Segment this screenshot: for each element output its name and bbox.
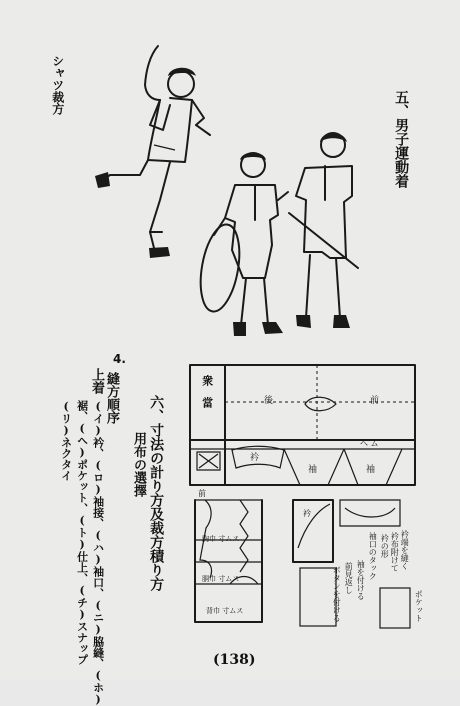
- back-piece-label: 後: [264, 396, 274, 406]
- note-col-2: 衿布附けて: [390, 532, 400, 572]
- collar-pattern-label: 衿: [303, 509, 311, 518]
- cloth-side-label: 衆 當: [200, 375, 214, 408]
- pattern-mark: 前: [198, 489, 206, 498]
- note-col-5: 袖を付ける: [356, 560, 366, 600]
- collar-piece-label: 衿: [250, 453, 260, 463]
- note-col-1: 衿端を縫く: [400, 530, 410, 570]
- sleeve2-label: 袖: [366, 465, 376, 475]
- pattern-note-waist: 胴巾 寸ムス: [202, 575, 240, 583]
- note-col-4: 袖口のタック: [368, 532, 378, 580]
- sewing-steps-line1: (イ)衿、(ロ)袖接、(ハ)袖口、(ニ)脇縫、(ホ): [91, 400, 105, 706]
- note-col-3: 衿の形: [380, 534, 390, 558]
- pattern-note-chest: 胸巾 寸ムス: [202, 535, 240, 543]
- section6-subtitle: 用布の選擇: [130, 432, 146, 497]
- hem-strip-label: ヘ ム: [360, 439, 379, 448]
- note-col-6: 前見返し: [344, 562, 354, 594]
- sewing-steps-line3: (リ)ネクタイ: [59, 400, 73, 481]
- page-number: (138): [213, 652, 256, 668]
- note-col-8: ポケット: [414, 590, 424, 622]
- jacket-label: 上着: [88, 368, 104, 394]
- sewing-steps-line2: 裾、(ヘ)ポケット、(ト)仕上、(チ)スナップ: [75, 400, 89, 665]
- front-piece-label: 前: [370, 396, 380, 406]
- shirt-caption: シャツ裁方: [50, 55, 65, 115]
- section5-title: 五、男子運動着: [393, 90, 410, 188]
- sleeve1-label: 袖: [308, 465, 318, 475]
- section6-title: 六、寸法の計り方及裁方積り方: [148, 395, 165, 591]
- item4-number: 4.: [113, 352, 126, 366]
- item4-title: 縫方順序: [103, 372, 119, 424]
- note-col-7: ボタンを付ける: [332, 566, 342, 622]
- pattern-note-back: 背巾 寸ムス: [206, 607, 244, 615]
